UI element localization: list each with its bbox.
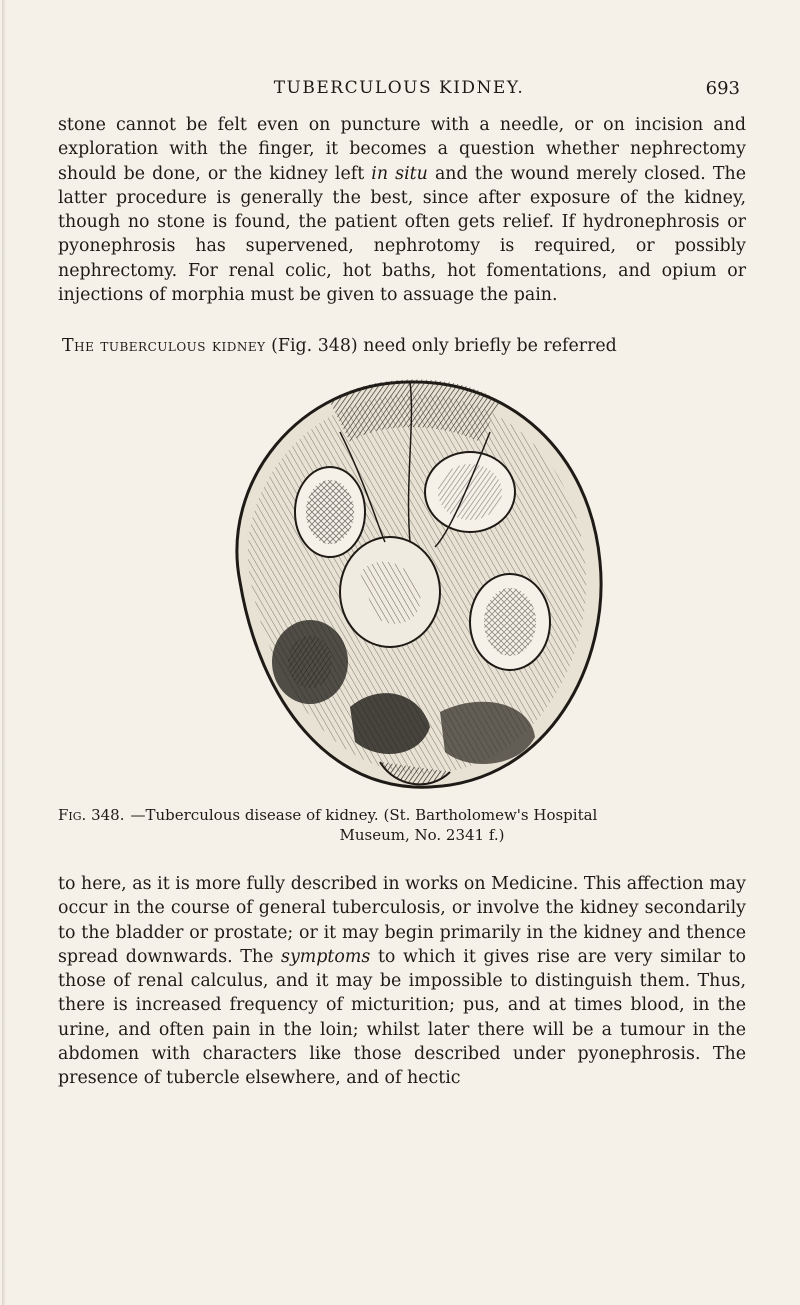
text-line: morphia must be given to assuage the pain. [171,285,558,306]
paragraph-stone-treatment [58,113,746,307]
text-line: wound merely closed. The latter procedure is generally the best, [58,163,747,208]
text-line: the kidney secondarily to the bladder or prostate; or it may [58,898,746,943]
page-number: 693 [705,78,740,99]
paragraph-tuberculous-kidney-intro [58,334,746,358]
section-lead: The tuberculous kidney [62,336,266,356]
caption-text-continued: Museum, No. 2341 f.) [339,826,505,844]
text-line: renal colic, hot baths, hot fomentations, and opium or injections of [58,260,747,306]
text-line: a tumour in the abdomen with characters like those described under [58,1019,746,1065]
kidney-section-engraving [180,362,630,802]
italic-term-symptoms: symptoms [281,946,371,967]
text-line: there is increased frequency of micturition; pus, and at times blood, [58,995,685,1016]
text-line: in the urine, and often pain in the loin; whilst later there will be [58,995,746,1040]
page-gutter-shadow [2,0,6,1305]
text-line: affection may occur in the course of general tuberculosis, or involve [58,874,747,919]
text-line: and the [427,163,504,184]
text-line: to here, as it is more fully described in works on Medicine. This [58,874,622,894]
running-title: TUBERCULOUS KIDNEY. [273,78,525,98]
paragraph-tuberculous-kidney-body [58,872,746,1091]
running-head [58,78,740,104]
text-line: since after exposure of the kidney, though no stone is found, the [58,187,747,233]
text-line: begin primarily in the kidney and thence spread downwards. The [58,922,746,967]
caption-text: —Tuberculous disease of kidney. (St. Bartholomew's Hospital [130,806,598,824]
text-line: pyonephrosis. The presence of tubercle elsewhere, and of hectic [58,1044,746,1089]
italic-phrase: in situ [371,163,428,184]
text-line: calculus, and it may be impossible to distinguish them. Thus, [190,971,746,992]
text-line: and exploration with the finger, it becomes a question whether [58,115,746,160]
figure-kidney-illustration [180,362,630,802]
figure-caption [58,805,746,845]
text-line: to which it gives rise are very similar to those of renal [58,946,746,992]
text-line: stone cannot be felt even on puncture with a needle, or on incision [58,115,704,135]
figure-label: Fig. 348. [58,806,125,824]
text-line: supervened, nephrotomy is required, or possibly nephrectomy. For [58,236,746,281]
text-line: patient often gets relief. If hydronephrosis or pyonephrosis has [58,212,746,257]
text-line: nephrectomy should be done, or the kidney left [58,139,746,184]
text-line: (Fig. 348) need only briefly be referred [265,336,617,356]
